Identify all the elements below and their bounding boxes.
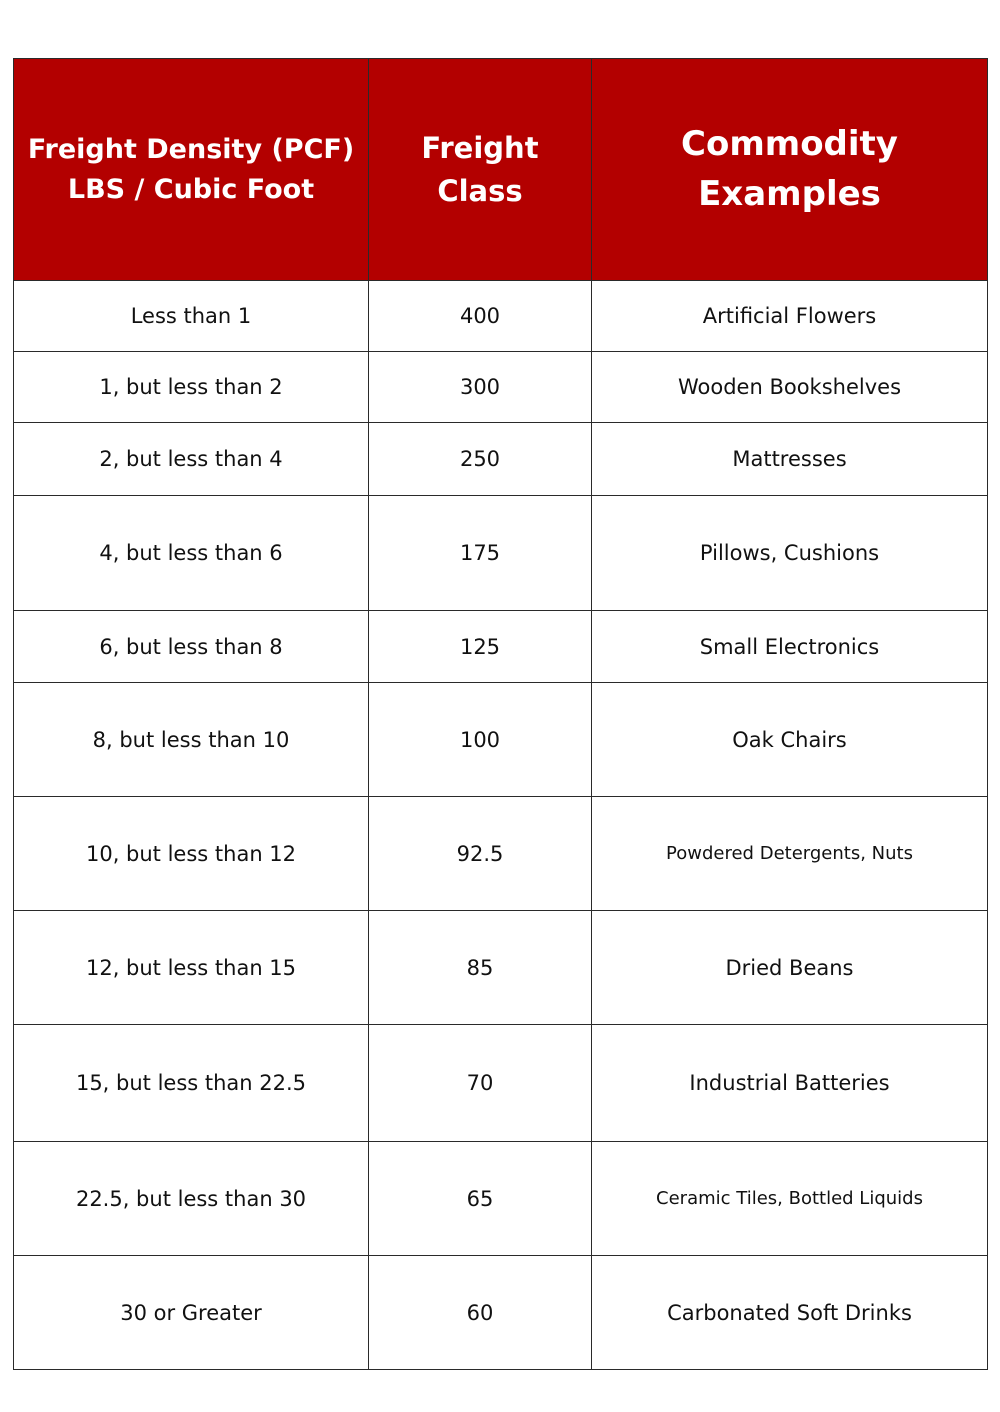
density-cell: 30 or Greater bbox=[14, 1256, 369, 1370]
commodity-cell: Oak Chairs bbox=[592, 683, 988, 797]
density-cell: 10, but less than 12 bbox=[14, 797, 369, 911]
commodity-cell: Wooden Bookshelves bbox=[592, 352, 988, 423]
table-row bbox=[14, 611, 988, 683]
header-commodity-examples-line2: Examples bbox=[698, 173, 881, 214]
commodity-cell: Powdered Detergents, Nuts bbox=[592, 797, 988, 911]
commodity-cell: Small Electronics bbox=[592, 611, 988, 683]
header-row bbox=[14, 59, 988, 281]
density-cell: Less than 1 bbox=[14, 281, 369, 352]
freight-class-cell: 100 bbox=[369, 683, 592, 797]
table-row bbox=[14, 1025, 988, 1142]
table-row bbox=[14, 797, 988, 911]
commodity-cell: Pillows, Cushions bbox=[592, 496, 988, 611]
density-cell: 8, but less than 10 bbox=[14, 683, 369, 797]
density-cell: 15, but less than 22.5 bbox=[14, 1025, 369, 1142]
commodity-cell: Dried Beans bbox=[592, 911, 988, 1025]
density-cell: 2, but less than 4 bbox=[14, 423, 369, 496]
header-freight-class-line1: Freight bbox=[421, 131, 539, 166]
freight-class-cell: 60 bbox=[369, 1256, 592, 1370]
table-row bbox=[14, 423, 988, 496]
header-freight-density-line1: Freight Density (PCF) bbox=[27, 134, 355, 166]
density-cell: 22.5, but less than 30 bbox=[14, 1142, 369, 1256]
density-cell: 1, but less than 2 bbox=[14, 352, 369, 423]
commodity-cell: Industrial Batteries bbox=[592, 1025, 988, 1142]
freight-class-cell: 300 bbox=[369, 352, 592, 423]
table-row bbox=[14, 1142, 988, 1256]
table-row bbox=[14, 281, 988, 352]
freight-class-cell: 65 bbox=[369, 1142, 592, 1256]
density-cell: 6, but less than 8 bbox=[14, 611, 369, 683]
header-freight-density-line2: LBS / Cubic Foot bbox=[67, 173, 315, 205]
freight-class-cell: 92.5 bbox=[369, 797, 592, 911]
table-row bbox=[14, 496, 988, 611]
table-row bbox=[14, 352, 988, 423]
freight-class-cell: 125 bbox=[369, 611, 592, 683]
freight-class-table bbox=[13, 58, 988, 1370]
table-row bbox=[14, 911, 988, 1025]
commodity-cell: Ceramic Tiles, Bottled Liquids bbox=[592, 1142, 988, 1256]
commodity-cell: Artificial Flowers bbox=[592, 281, 988, 352]
table-row bbox=[14, 1256, 988, 1370]
commodity-cell: Carbonated Soft Drinks bbox=[592, 1256, 988, 1370]
freight-class-cell: 70 bbox=[369, 1025, 592, 1142]
freight-class-cell: 400 bbox=[369, 281, 592, 352]
header-freight-class bbox=[369, 59, 592, 281]
table-header bbox=[14, 59, 988, 281]
density-cell: 4, but less than 6 bbox=[14, 496, 369, 611]
header-commodity-examples bbox=[592, 59, 988, 281]
freight-class-cell: 175 bbox=[369, 496, 592, 611]
freight-class-cell: 250 bbox=[369, 423, 592, 496]
header-freight-class-line2: Class bbox=[437, 173, 523, 208]
header-freight-density bbox=[14, 59, 369, 281]
header-commodity-examples-line1: Commodity bbox=[681, 124, 898, 165]
table-row bbox=[14, 683, 988, 797]
commodity-cell: Mattresses bbox=[592, 423, 988, 496]
table-body bbox=[14, 281, 988, 1370]
density-cell: 12, but less than 15 bbox=[14, 911, 369, 1025]
freight-class-cell: 85 bbox=[369, 911, 592, 1025]
